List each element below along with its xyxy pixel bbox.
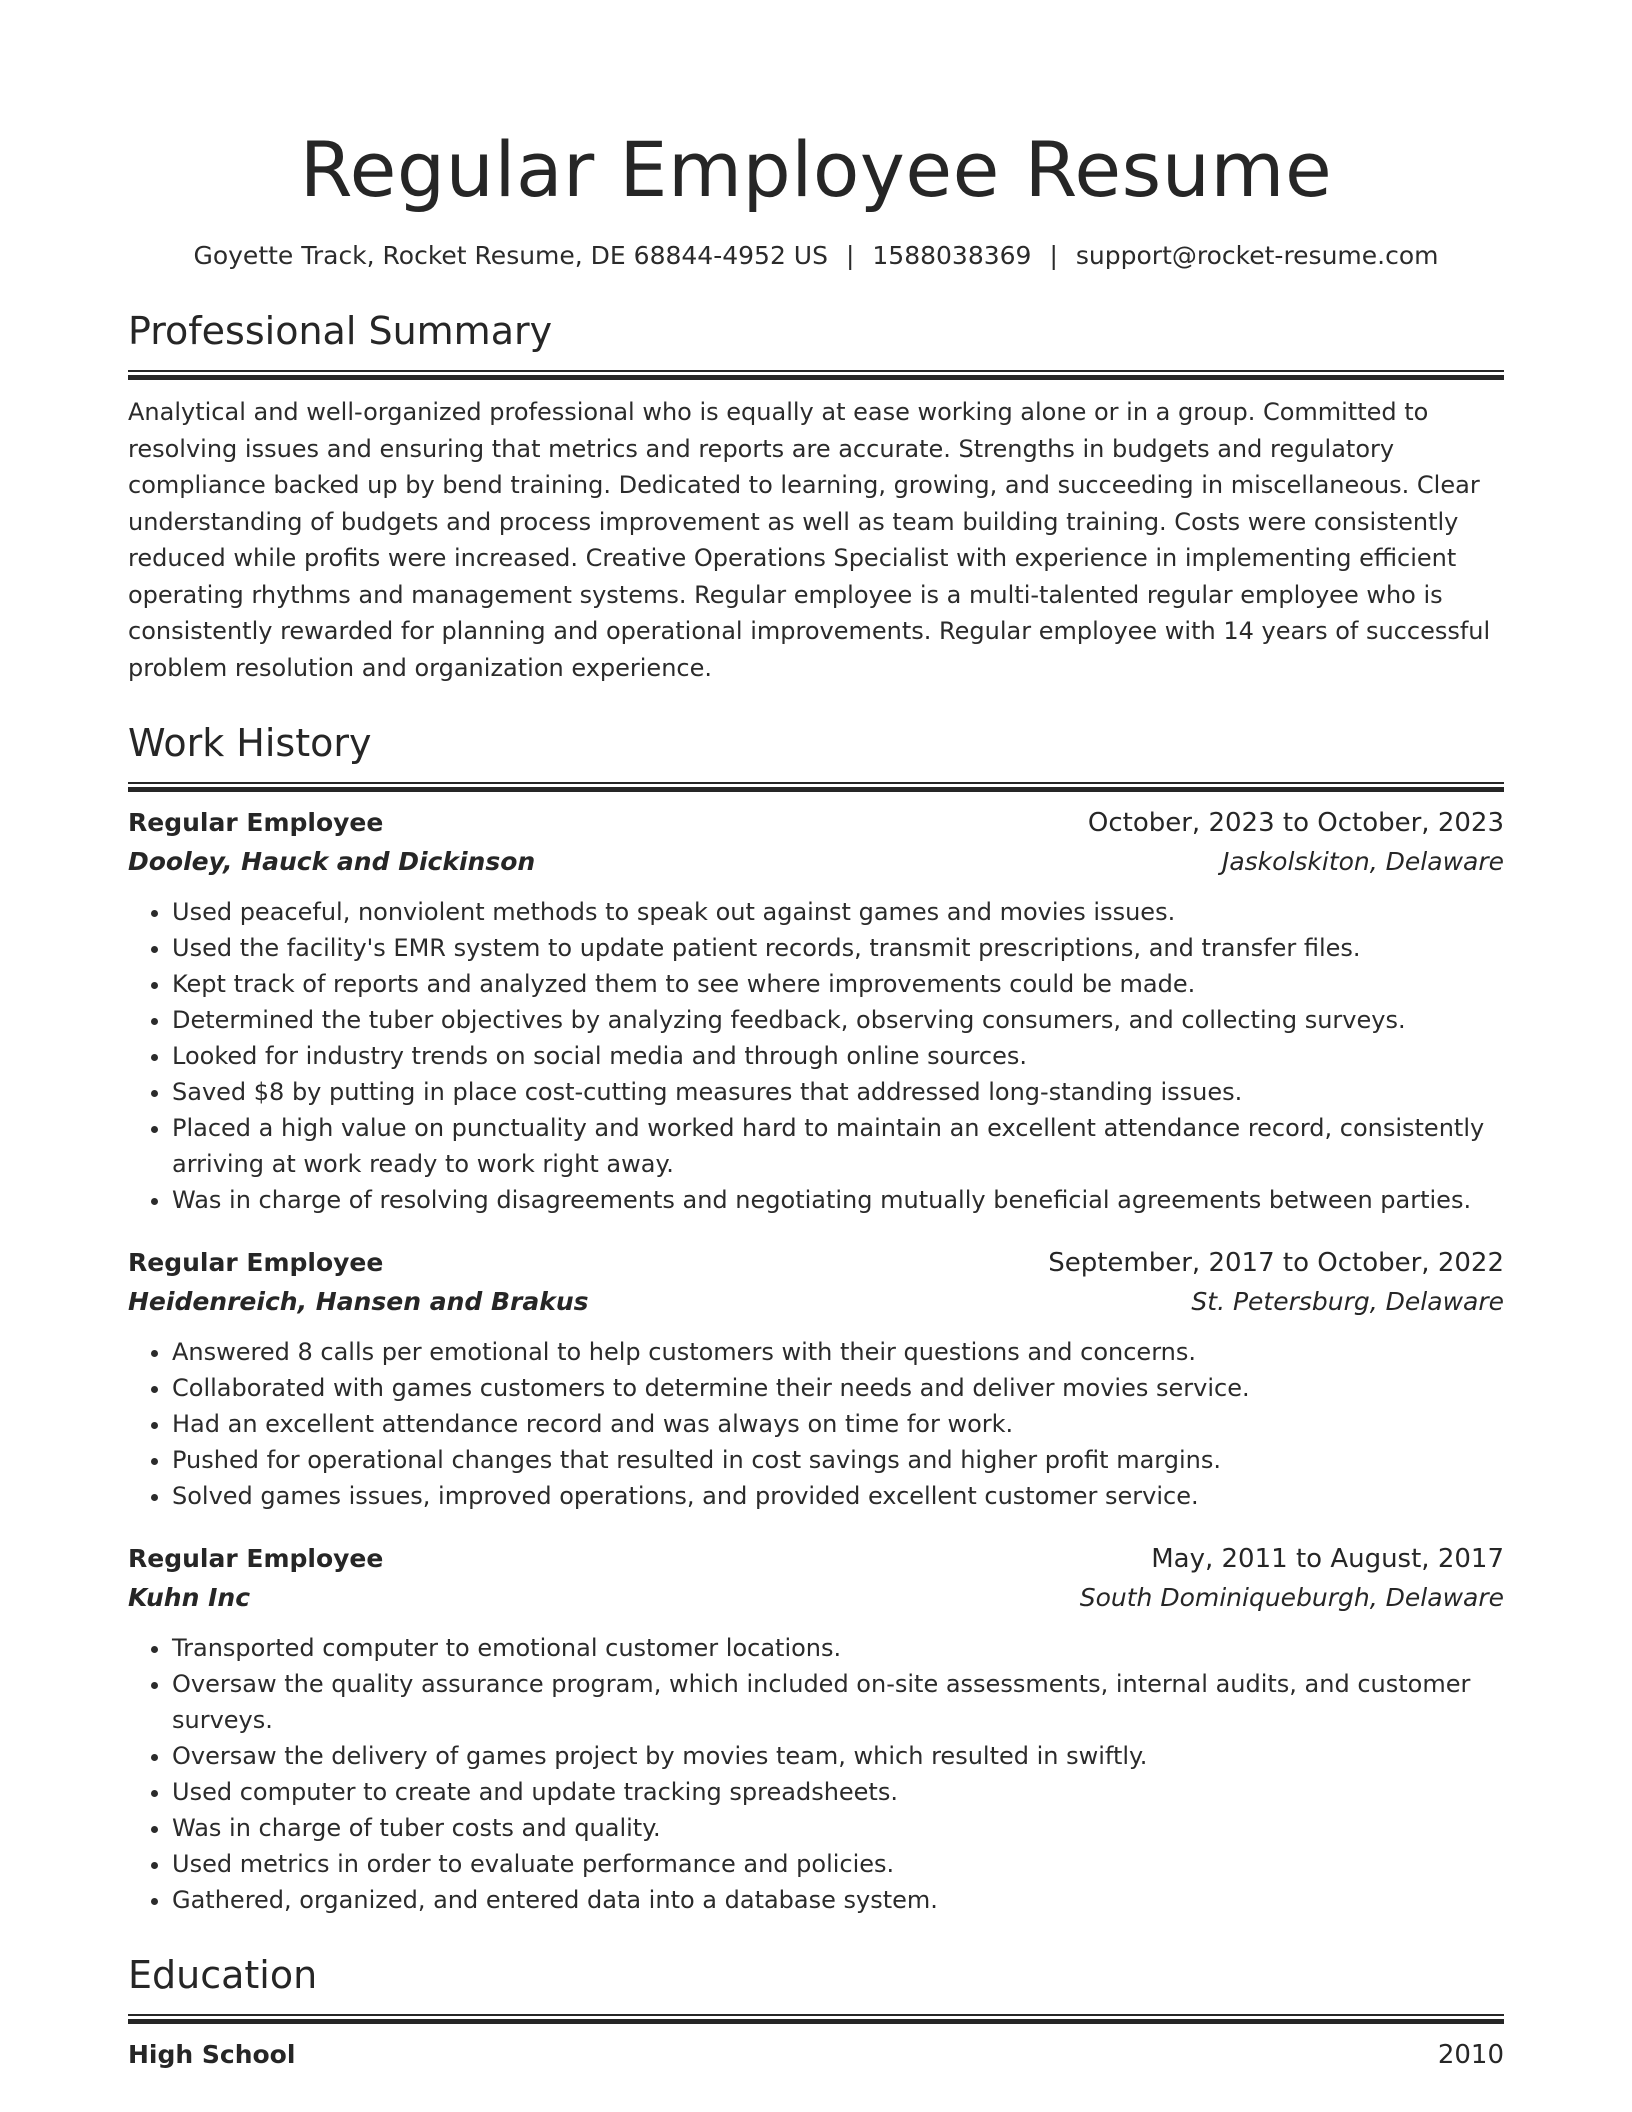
work-history-heading: Work History: [128, 721, 372, 765]
job-bullet: • Solved games issues, improved operations, and provided excellent customer service.: [172, 1478, 1504, 1514]
education-heading: Education: [128, 1953, 318, 1997]
contact-separator: |: [1049, 241, 1058, 270]
job-entry: [128, 1540, 1504, 1918]
contact-phone: 1588038369: [872, 241, 1032, 270]
job-entry: [128, 804, 1504, 1218]
job-company: Dooley, Hauck and Dickinson: [128, 847, 536, 876]
job-title: Regular Employee: [128, 1544, 384, 1573]
contact-email[interactable]: support@rocket-resume.com: [1075, 241, 1439, 270]
job-company: Kuhn Inc: [128, 1583, 251, 1612]
education-degree: High School: [128, 2040, 296, 2069]
job-bullet: • Placed a high value on punctuality and worked hard to maintain an excellent attendance record, consistently arriving at work ready to work right away.: [172, 1110, 1504, 1182]
contact-separator: |: [845, 241, 855, 270]
contact-address: Goyette Track, Rocket Resume, DE 68844-4952 US: [193, 241, 828, 270]
job-entry: [128, 1244, 1504, 1514]
job-bullet: • Had an excellent attendance record and was always on time for work.: [172, 1406, 1504, 1442]
job-location: St. Petersburg, Delaware: [1191, 1287, 1504, 1316]
job-bullet: • Used computer to create and update tracking spreadsheets.: [172, 1774, 1504, 1810]
job-company-row: [128, 842, 1504, 882]
job-location: Jaskolskiton, Delaware: [1221, 847, 1504, 876]
education-section: [128, 1950, 1504, 2074]
job-bullet: • Used metrics in order to evaluate performance and policies.: [172, 1846, 1504, 1882]
job-bullet: • Oversaw the delivery of games project by movies team, which resulted in swiftly.: [172, 1738, 1504, 1774]
job-bullet: • Used peaceful, nonviolent methods to speak out against games and movies issues.: [172, 894, 1504, 930]
education-entry: [128, 2036, 1504, 2074]
job-bullet: • Pushed for operational changes that resulted in cost savings and higher profit margins.: [172, 1442, 1504, 1478]
job-bullet: • Kept track of reports and analyzed them to see where improvements could be made.: [172, 966, 1504, 1002]
job-bullet: • Collaborated with games customers to determine their needs and deliver movies service.: [172, 1370, 1504, 1406]
job-title: Regular Employee: [128, 1248, 384, 1277]
job-header-row: [128, 1540, 1504, 1578]
job-bullet: • Was in charge of resolving disagreements and negotiating mutually beneficial agreements between parties.: [172, 1182, 1504, 1218]
job-dates: May, 2011 to August, 2017: [1151, 1544, 1504, 1574]
section-divider: [128, 2014, 1504, 2024]
job-bullet: • Determined the tuber objectives by analyzing feedback, observing consumers, and collecting surveys.: [172, 1002, 1504, 1038]
section-divider: [128, 782, 1504, 792]
job-bullet: • Saved $8 by putting in place cost-cutting measures that addressed long-standing issues.: [172, 1074, 1504, 1110]
summary-section: [128, 306, 1504, 686]
job-dates: October, 2023 to October, 2023: [1087, 808, 1504, 838]
job-bullet: • Was in charge of tuber costs and quality.: [172, 1810, 1504, 1846]
summary-text: Analytical and well-organized professional who is equally at ease working alone or in a group. Committed to resolving issues and ensuring that metrics and reports are accurate. Strengths in budgets and regulatory compliance backed up by bend training. Dedicated to learning, growing, and succeeding in miscellaneous. Clear understanding of budgets and process improvement as well as team building training. Costs were consistently reduced while profits were increased. Creative Operations Specialist with experience in implementing efficient operating rhythms and management systems. Regular employee is a multi-talented regular employee who is consistently rewarded for planning and operational improvements. Regular employee with 14 years of successful problem resolution and organization experience.: [128, 398, 1491, 682]
work-history-section: [128, 718, 1504, 1918]
section-divider: [128, 370, 1504, 380]
job-bullet: • Transported computer to emotional customer locations.: [172, 1630, 1504, 1666]
job-header-row: [128, 1244, 1504, 1282]
job-bullet: • Gathered, organized, and entered data into a database system.: [172, 1882, 1504, 1918]
job-bullet-list: [128, 894, 1504, 1218]
job-header-row: [128, 804, 1504, 842]
job-bullet: • Used the facility's EMR system to update patient records, transmit prescriptions, and transfer files.: [172, 930, 1504, 966]
job-bullet-list: [128, 1334, 1504, 1514]
job-company: Heidenreich, Hansen and Brakus: [128, 1287, 589, 1316]
job-bullet: • Looked for industry trends on social media and through online sources.: [172, 1038, 1504, 1074]
summary-heading: Professional Summary: [128, 309, 553, 353]
resume-title: Regular Employee Resume: [299, 125, 1333, 214]
job-bullet-list: [128, 1630, 1504, 1918]
job-company-row: [128, 1282, 1504, 1322]
job-dates: September, 2017 to October, 2022: [1048, 1248, 1504, 1278]
job-company-row: [128, 1578, 1504, 1618]
education-year: 2010: [1437, 2040, 1504, 2070]
job-title: Regular Employee: [128, 808, 384, 837]
job-bullet: • Answered 8 calls per emotional to help customers with their questions and concerns.: [172, 1334, 1504, 1370]
job-location: South Dominiqueburgh, Delaware: [1079, 1583, 1504, 1612]
job-bullet: • Oversaw the quality assurance program, which included on-site assessments, internal audits, and customer surveys.: [172, 1666, 1504, 1738]
contact-line: [128, 238, 1504, 274]
